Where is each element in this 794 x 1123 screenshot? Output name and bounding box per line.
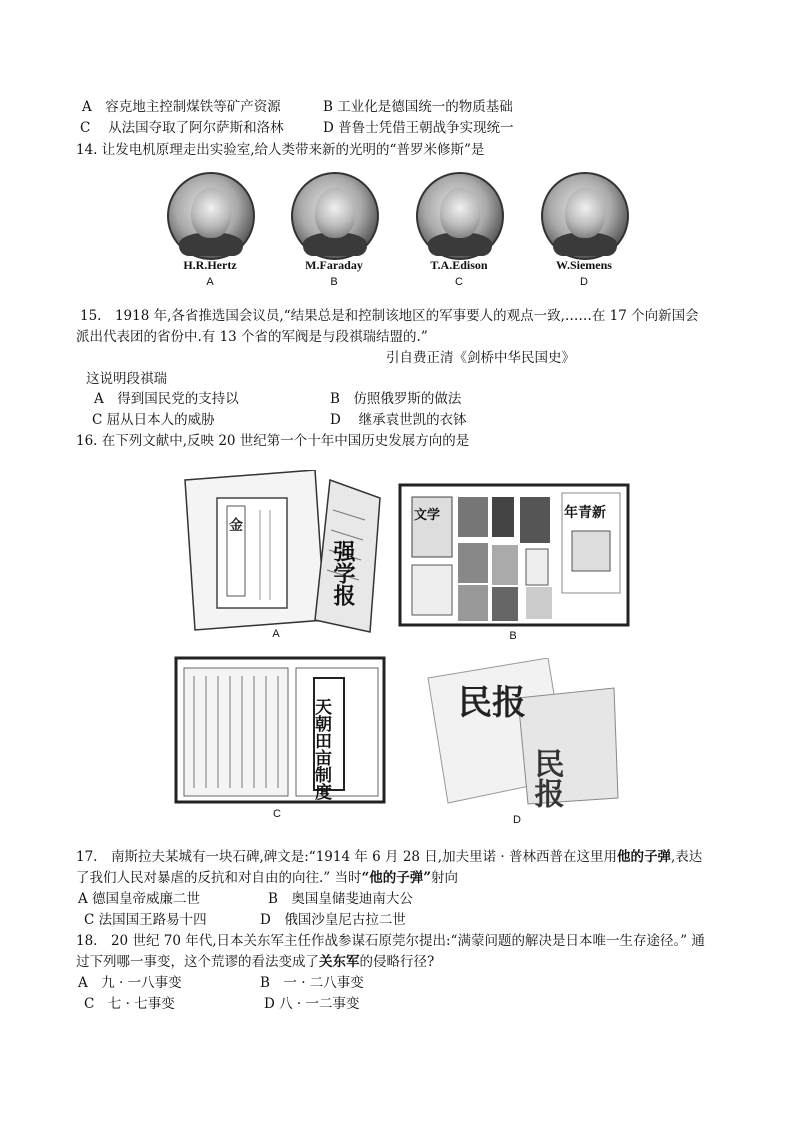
q15-option-d: D 继承袁世凯的衣钵 <box>330 412 467 428</box>
q18-option-d: D 八 · 一二事变 <box>264 996 360 1012</box>
q14-stem: 14. 让发电机原理走出实验室,给人类带来新的光明的“普罗米修斯”是 <box>76 142 485 158</box>
q16-image-a <box>165 470 383 638</box>
q16-d-title: 民报 <box>458 683 526 723</box>
hertz-portrait <box>167 172 255 260</box>
q18-stem-line1: 18. 20 世纪 70 年代,日本关东军主任作战参谋石原莞尔提出:“满蒙问题的解决是日本唯一生存途径。” 通 <box>76 933 705 949</box>
q18-stem-line2: 过下列哪一事变，这个荒谬的看法变成了关东军的侵略行径? <box>76 954 435 970</box>
q16-label-d: D <box>513 814 521 826</box>
q17-option-d: D 俄国沙皇尼古拉二世 <box>260 912 406 928</box>
portrait-name-a: H.R.Hertz <box>183 258 237 272</box>
faraday-portrait <box>291 172 379 260</box>
q17-bullet-bold-2: “他的子弹” <box>361 870 432 886</box>
edison-portrait <box>416 172 504 260</box>
q17-option-a: A 德国皇帝威廉二世 <box>78 891 201 907</box>
q17-option-c: C 法国国王路易十四 <box>84 912 207 928</box>
portrait-name-b: M.Faraday <box>305 258 363 272</box>
q16-d-title-2: 民报 <box>528 748 564 808</box>
q17-bullet-bold: 他的子弹 <box>616 849 671 865</box>
q16-image-c <box>174 656 386 804</box>
q16-b-title1: 文学 <box>414 508 441 523</box>
q13-option-a: A 容克地主控制煤铁等矿产资源 <box>82 99 281 115</box>
q15-option-b: B 仿照俄罗斯的做法 <box>330 391 462 407</box>
q17-option-b: B 奥国皇储斐迪南大公 <box>268 891 413 907</box>
q16-b-title2: 年青新 <box>564 505 606 521</box>
q16-a-masthead: 强学报 <box>330 540 356 606</box>
portrait-name-c: T.A.Edison <box>430 258 488 272</box>
q18-kwantung-bold: 关东军 <box>319 954 360 970</box>
q16-image-b <box>396 483 632 631</box>
q18-option-a: A 九 · 一八事变 <box>78 975 182 991</box>
q16-c-title: 天朝田亩制度 <box>311 698 331 800</box>
q13-option-d: D 普鲁士凭借王朝战争实现统一 <box>323 120 514 136</box>
q13-option-c: C 从法国夺取了阿尔萨斯和洛林 <box>80 120 284 136</box>
q16-stem: 16. 在下列文献中,反映 20 世纪第一个十年中国历史发展方向的是 <box>76 433 470 449</box>
q15-stem-line1: 15. 1918 年,各省推选国会议员,“结果总是和控制该地区的军事要人的观点一致,……在 17 个向新国会 <box>80 308 699 324</box>
portrait-label-b: B <box>330 276 338 288</box>
q16-label-a: A <box>272 628 280 640</box>
q15-option-a: A 得到国民党的支持以 <box>94 391 239 407</box>
q17-stem-line2: 了我们人民对暴虐的反抗和对自由的向往.” 当时“他的子弹”射向 <box>76 870 459 886</box>
q18-option-c: C 七 · 七事变 <box>84 996 175 1012</box>
q18-option-b: B 一 · 二八事变 <box>260 975 364 991</box>
portrait-label-a: A <box>206 276 214 288</box>
portrait-name-d: W.Siemens <box>556 258 612 272</box>
q15-source: 引自费正清《剑桥中华民国史》 <box>386 350 575 366</box>
portrait-label-d: D <box>580 276 588 288</box>
q15-option-c: C 屈从日本人的威胁 <box>92 412 215 428</box>
q17-stem-line1: 17. 南斯拉夫某城有一块石碑,碑文是:“1914 年 6 月 28 日,加夫里诺 · 普林西普在这里用他的子弹,表达 <box>76 849 703 865</box>
q16-a-title: 金 <box>229 518 243 534</box>
siemens-portrait <box>541 172 629 260</box>
q16-label-c: C <box>273 808 281 820</box>
q13-option-b: B 工业化是德国统一的物质基础 <box>323 99 513 115</box>
q15-stem-line2: 派出代表团的省份中.有 13 个省的军阀是与段祺瑞结盟的.” <box>76 329 428 345</box>
q16-label-b: B <box>509 630 517 642</box>
q15-question: 这说明段祺瑞 <box>86 371 167 387</box>
portrait-label-c: C <box>455 276 463 288</box>
q16-image-d <box>418 658 624 808</box>
